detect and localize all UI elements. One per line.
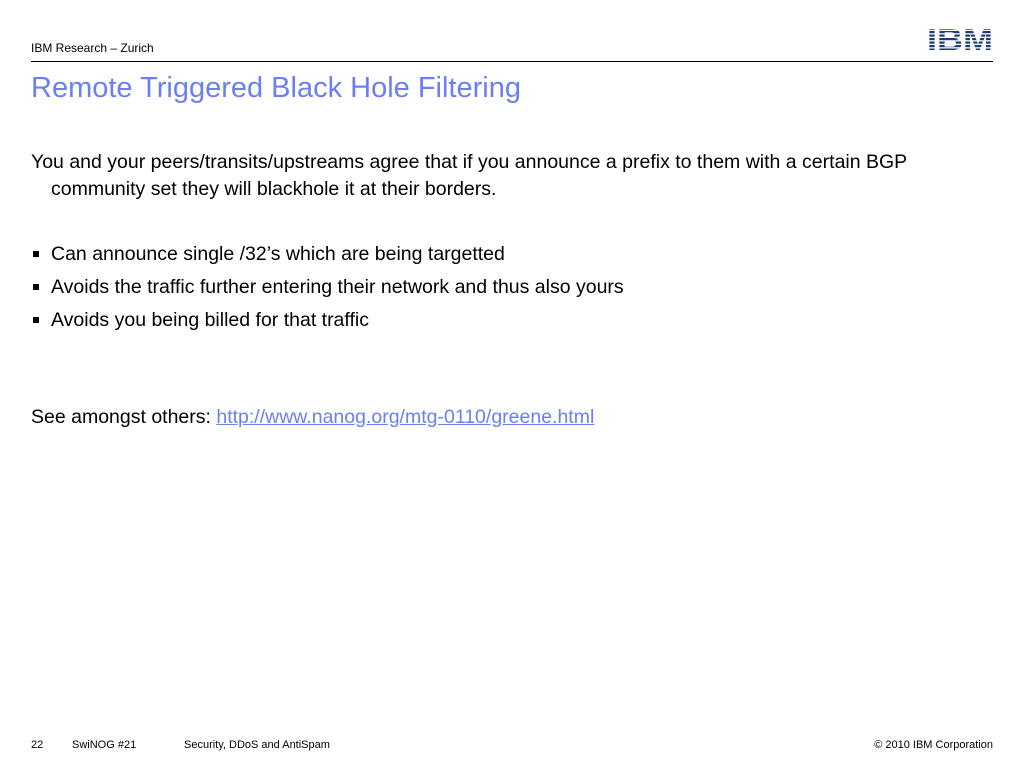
reference-link[interactable]: http://www.nanog.org/mtg-0110/greene.html <box>216 406 595 428</box>
bullet-icon <box>33 317 39 323</box>
bullet-text: Can announce single /32’s which are being targetted <box>51 243 505 265</box>
bullet-text: Avoids you being billed for that traffic <box>51 309 369 331</box>
bullet-icon <box>33 284 39 290</box>
header-org-label: IBM Research – Zurich <box>31 41 154 55</box>
footer-copyright: © 2010 IBM Corporation <box>874 739 993 751</box>
footer-topic: Security, DDoS and AntiSpam <box>184 739 330 751</box>
header-divider <box>31 61 993 62</box>
slide-title: Remote Triggered Black Hole Filtering <box>31 72 521 104</box>
intro-paragraph: You and your peers/transits/upstreams agree that if you announce a prefix to them with a certain BGP community set they will blackhole it at their borders. <box>31 151 907 200</box>
bullet-text: Avoids the traffic further entering their network and thus also yours <box>51 276 624 298</box>
ibm-logo <box>926 24 994 52</box>
footer-event: SwiNOG #21 <box>72 739 137 751</box>
see-also-label: See amongst others: <box>31 406 211 428</box>
footer-page-number: 22 <box>31 739 44 751</box>
see-also-line <box>31 404 594 431</box>
bullet-icon <box>33 251 39 257</box>
bullet-item <box>31 307 624 340</box>
bullet-list <box>31 241 624 340</box>
bullet-item <box>31 274 624 307</box>
bullet-item <box>31 241 624 274</box>
